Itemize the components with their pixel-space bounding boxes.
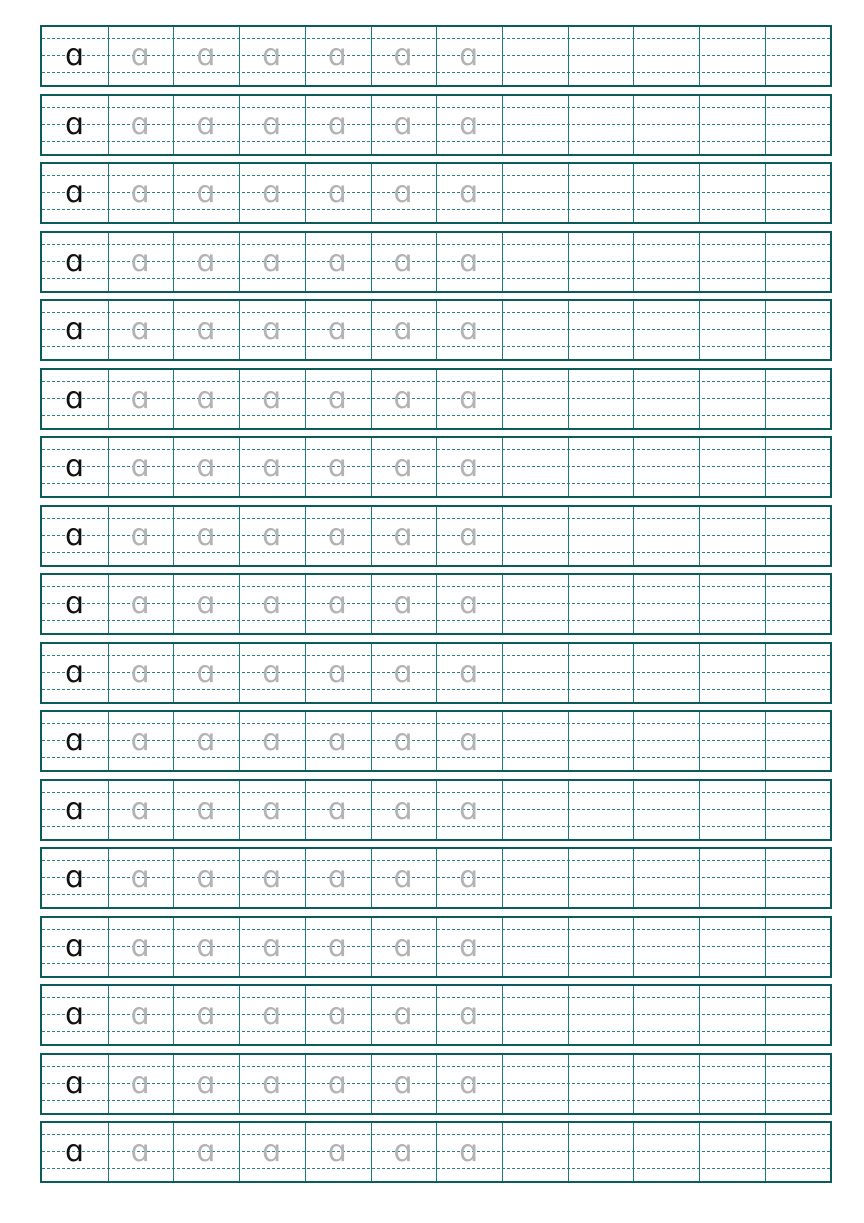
cell-divider: [765, 507, 766, 565]
cell-divider: [502, 644, 503, 702]
trace-letter: ɑ: [130, 586, 150, 621]
cell-divider: [568, 96, 569, 154]
cell-divider: [568, 27, 569, 85]
trace-letter: ɑ: [327, 312, 347, 347]
trace-letter: ɑ: [130, 654, 150, 690]
cell-divider: [633, 712, 634, 770]
cell-divider: [633, 438, 634, 496]
cell-divider: [699, 849, 700, 907]
cell-divider: [765, 644, 766, 702]
trace-letter: ɑ: [130, 312, 150, 347]
cell-divider: [699, 507, 700, 565]
trace-letter: ɑ: [196, 997, 216, 1032]
cell-divider: [502, 1055, 503, 1113]
cell-divider: [633, 507, 634, 565]
trace-letter: ɑ: [262, 723, 282, 758]
trace-letter: ɑ: [459, 517, 479, 553]
cell-divider: [699, 370, 700, 428]
trace-letter: ɑ: [393, 791, 413, 827]
trace-letter: ɑ: [130, 449, 150, 484]
trace-letter: ɑ: [327, 1134, 347, 1169]
cell-divider: [502, 507, 503, 565]
cell-divider: [568, 712, 569, 770]
model-letter: ɑ: [64, 106, 85, 142]
cell-divider: [633, 918, 634, 976]
practice-row: [40, 299, 832, 361]
trace-letter: ɑ: [327, 449, 347, 484]
trace-letter: ɑ: [459, 723, 479, 758]
trace-letter: ɑ: [262, 586, 282, 621]
trace-letter: ɑ: [196, 312, 216, 347]
cell-divider: [633, 644, 634, 702]
trace-letter: ɑ: [196, 243, 216, 279]
trace-letter: ɑ: [393, 38, 413, 73]
model-letter: ɑ: [64, 243, 85, 279]
practice-row: [40, 231, 832, 293]
cell-divider: [502, 233, 503, 291]
trace-letter: ɑ: [327, 860, 347, 895]
trace-letter: ɑ: [196, 380, 216, 416]
model-letter: ɑ: [64, 928, 85, 964]
trace-letter: ɑ: [130, 997, 150, 1032]
cell-divider: [502, 301, 503, 359]
cell-divider: [699, 27, 700, 85]
trace-letter: ɑ: [327, 586, 347, 621]
cell-divider: [699, 438, 700, 496]
trace-letter: ɑ: [262, 1134, 282, 1169]
cell-divider: [765, 438, 766, 496]
cell-divider: [568, 438, 569, 496]
trace-letter: ɑ: [393, 312, 413, 347]
trace-letter: ɑ: [196, 106, 216, 142]
cell-divider: [502, 96, 503, 154]
cell-divider: [568, 644, 569, 702]
cell-divider: [502, 575, 503, 633]
trace-letter: ɑ: [327, 723, 347, 758]
cell-divider: [699, 164, 700, 222]
cell-divider: [568, 1055, 569, 1113]
trace-letter: ɑ: [393, 997, 413, 1032]
trace-letter: ɑ: [459, 928, 479, 964]
trace-letter: ɑ: [459, 1065, 479, 1101]
trace-letter: ɑ: [196, 586, 216, 621]
practice-row: [40, 436, 832, 498]
cell-divider: [699, 781, 700, 839]
cell-divider: [633, 575, 634, 633]
cell-divider: [765, 233, 766, 291]
trace-letter: ɑ: [459, 38, 479, 73]
trace-letter: ɑ: [327, 654, 347, 690]
trace-letter: ɑ: [130, 380, 150, 416]
trace-letter: ɑ: [327, 791, 347, 827]
cell-divider: [568, 575, 569, 633]
cell-divider: [765, 918, 766, 976]
trace-letter: ɑ: [196, 175, 216, 210]
trace-letter: ɑ: [459, 312, 479, 347]
trace-letter: ɑ: [130, 860, 150, 895]
cell-divider: [502, 712, 503, 770]
trace-letter: ɑ: [327, 175, 347, 210]
trace-letter: ɑ: [196, 1065, 216, 1101]
cell-divider: [765, 370, 766, 428]
trace-letter: ɑ: [196, 928, 216, 964]
cell-divider: [502, 27, 503, 85]
cell-divider: [568, 370, 569, 428]
cell-divider: [633, 96, 634, 154]
trace-letter: ɑ: [130, 723, 150, 758]
trace-letter: ɑ: [196, 517, 216, 553]
cell-divider: [568, 986, 569, 1044]
cell-divider: [568, 233, 569, 291]
model-letter: ɑ: [64, 723, 85, 758]
trace-letter: ɑ: [459, 1134, 479, 1169]
cell-divider: [765, 1055, 766, 1113]
model-letter: ɑ: [64, 1134, 85, 1169]
practice-row: [40, 847, 832, 909]
trace-letter: ɑ: [196, 449, 216, 484]
cell-divider: [502, 370, 503, 428]
cell-divider: [568, 301, 569, 359]
trace-letter: ɑ: [262, 654, 282, 690]
trace-letter: ɑ: [262, 106, 282, 142]
practice-row: [40, 162, 832, 224]
trace-letter: ɑ: [459, 654, 479, 690]
cell-divider: [633, 1123, 634, 1181]
trace-letter: ɑ: [459, 380, 479, 416]
cell-divider: [765, 164, 766, 222]
trace-letter: ɑ: [262, 312, 282, 347]
cell-divider: [765, 781, 766, 839]
practice-row: [40, 94, 832, 156]
trace-letter: ɑ: [262, 928, 282, 964]
cell-divider: [699, 233, 700, 291]
cell-divider: [765, 96, 766, 154]
model-letter: ɑ: [64, 1065, 85, 1101]
model-letter: ɑ: [64, 312, 85, 347]
trace-letter: ɑ: [327, 997, 347, 1032]
model-letter: ɑ: [64, 791, 85, 827]
trace-letter: ɑ: [459, 791, 479, 827]
cell-divider: [699, 918, 700, 976]
trace-letter: ɑ: [196, 860, 216, 895]
trace-letter: ɑ: [459, 106, 479, 142]
cell-divider: [502, 918, 503, 976]
model-letter: ɑ: [64, 38, 85, 73]
practice-row: [40, 25, 832, 87]
trace-letter: ɑ: [393, 723, 413, 758]
cell-divider: [568, 507, 569, 565]
trace-letter: ɑ: [459, 175, 479, 210]
trace-letter: ɑ: [130, 1134, 150, 1169]
trace-letter: ɑ: [262, 517, 282, 553]
trace-letter: ɑ: [327, 517, 347, 553]
trace-letter: ɑ: [459, 860, 479, 895]
trace-letter: ɑ: [262, 380, 282, 416]
trace-letter: ɑ: [393, 106, 413, 142]
practice-row: [40, 984, 832, 1046]
trace-letter: ɑ: [393, 517, 413, 553]
model-letter: ɑ: [64, 175, 85, 210]
cell-divider: [502, 781, 503, 839]
cell-divider: [699, 986, 700, 1044]
trace-letter: ɑ: [262, 449, 282, 484]
practice-row: [40, 642, 832, 704]
trace-letter: ɑ: [459, 997, 479, 1032]
trace-letter: ɑ: [327, 928, 347, 964]
trace-letter: ɑ: [327, 106, 347, 142]
cell-divider: [633, 849, 634, 907]
trace-letter: ɑ: [393, 928, 413, 964]
trace-letter: ɑ: [196, 791, 216, 827]
trace-letter: ɑ: [459, 586, 479, 621]
cell-divider: [633, 233, 634, 291]
trace-letter: ɑ: [262, 997, 282, 1032]
cell-divider: [699, 301, 700, 359]
trace-letter: ɑ: [130, 1065, 150, 1101]
practice-row: [40, 779, 832, 841]
practice-row: [40, 1121, 832, 1183]
cell-divider: [502, 438, 503, 496]
cell-divider: [699, 644, 700, 702]
practice-row: [40, 505, 832, 567]
trace-letter: ɑ: [130, 517, 150, 553]
trace-letter: ɑ: [327, 38, 347, 73]
cell-divider: [502, 1123, 503, 1181]
trace-letter: ɑ: [196, 38, 216, 73]
trace-letter: ɑ: [262, 1065, 282, 1101]
cell-divider: [699, 96, 700, 154]
trace-letter: ɑ: [459, 449, 479, 484]
cell-divider: [568, 1123, 569, 1181]
cell-divider: [765, 575, 766, 633]
cell-divider: [568, 849, 569, 907]
cell-divider: [765, 27, 766, 85]
trace-letter: ɑ: [262, 791, 282, 827]
cell-divider: [633, 1055, 634, 1113]
trace-letter: ɑ: [130, 106, 150, 142]
trace-letter: ɑ: [393, 175, 413, 210]
practice-row: [40, 573, 832, 635]
trace-letter: ɑ: [327, 380, 347, 416]
cell-divider: [765, 301, 766, 359]
model-letter: ɑ: [64, 860, 85, 895]
trace-letter: ɑ: [130, 243, 150, 279]
cell-divider: [568, 164, 569, 222]
trace-letter: ɑ: [393, 1065, 413, 1101]
trace-letter: ɑ: [393, 449, 413, 484]
trace-letter: ɑ: [459, 243, 479, 279]
practice-row: [40, 368, 832, 430]
practice-row: [40, 710, 832, 772]
trace-letter: ɑ: [262, 175, 282, 210]
cell-divider: [699, 712, 700, 770]
trace-letter: ɑ: [130, 928, 150, 964]
cell-divider: [699, 1055, 700, 1113]
trace-letter: ɑ: [196, 654, 216, 690]
cell-divider: [633, 27, 634, 85]
cell-divider: [502, 164, 503, 222]
trace-letter: ɑ: [393, 243, 413, 279]
model-letter: ɑ: [64, 449, 85, 484]
cell-divider: [502, 986, 503, 1044]
cell-divider: [568, 781, 569, 839]
cell-divider: [568, 918, 569, 976]
trace-letter: ɑ: [393, 380, 413, 416]
trace-letter: ɑ: [262, 860, 282, 895]
cell-divider: [633, 301, 634, 359]
trace-letter: ɑ: [393, 586, 413, 621]
model-letter: ɑ: [64, 517, 85, 553]
cell-divider: [699, 1123, 700, 1181]
trace-letter: ɑ: [393, 654, 413, 690]
cell-divider: [765, 1123, 766, 1181]
trace-letter: ɑ: [130, 175, 150, 210]
model-letter: ɑ: [64, 380, 85, 416]
cell-divider: [765, 986, 766, 1044]
trace-letter: ɑ: [130, 38, 150, 73]
trace-letter: ɑ: [262, 38, 282, 73]
model-letter: ɑ: [64, 654, 85, 690]
trace-letter: ɑ: [262, 243, 282, 279]
practice-row: [40, 916, 832, 978]
cell-divider: [765, 849, 766, 907]
trace-letter: ɑ: [130, 791, 150, 827]
trace-letter: ɑ: [196, 723, 216, 758]
trace-letter: ɑ: [393, 860, 413, 895]
practice-row: [40, 1053, 832, 1115]
cell-divider: [633, 986, 634, 1044]
trace-letter: ɑ: [327, 1065, 347, 1101]
trace-letter: ɑ: [196, 1134, 216, 1169]
cell-divider: [633, 164, 634, 222]
cell-divider: [502, 849, 503, 907]
model-letter: ɑ: [64, 586, 85, 621]
cell-divider: [633, 781, 634, 839]
cell-divider: [699, 575, 700, 633]
model-letter: ɑ: [64, 997, 85, 1032]
trace-letter: ɑ: [393, 1134, 413, 1169]
cell-divider: [633, 370, 634, 428]
trace-letter: ɑ: [327, 243, 347, 279]
cell-divider: [765, 712, 766, 770]
